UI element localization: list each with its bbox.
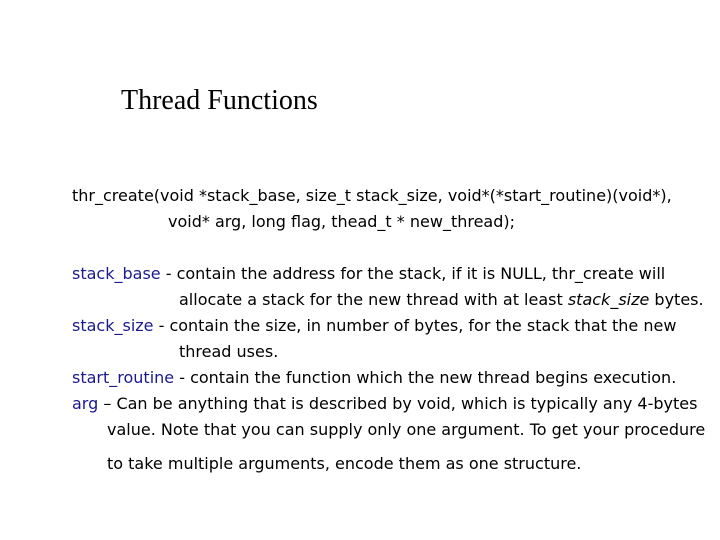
signature-line-2: void* arg, long flag, thead_t * new_thread);: [168, 212, 516, 231]
param-term: stack_base: [72, 264, 161, 283]
param-term: stack_size: [72, 316, 154, 335]
param-arg-cont-2: to take multiple arguments, encode them as one structure.: [107, 454, 582, 473]
signature-line-1: thr_create(void *stack_base, size_t stack_size, void*(*start_routine)(void*),: [72, 186, 672, 205]
param-emphasis: stack_size: [567, 290, 650, 309]
param-description: - contain the address for the stack, if it is NULL, thr_create will: [160, 264, 666, 283]
param-stack-size-cont: thread uses.: [179, 342, 279, 361]
param-description: allocate a stack for the new thread with at least: [179, 290, 568, 309]
param-stack-base-cont: [179, 290, 704, 310]
slide-title: Thread Functions: [121, 85, 318, 116]
param-term: start_routine: [72, 368, 175, 387]
param-stack-size: [72, 316, 676, 336]
param-description: bytes.: [649, 290, 704, 309]
param-arg: [72, 394, 697, 414]
param-stack-base: [72, 264, 665, 284]
param-description: – Can be anything that is described by void, which is typically any 4-bytes: [98, 394, 698, 413]
param-start-routine: [72, 368, 676, 388]
param-term: arg: [72, 394, 99, 413]
param-description: - contain the size, in number of bytes, for the stack that the new: [153, 316, 677, 335]
param-arg-cont-1: value. Note that you can supply only one argument. To get your procedure: [107, 420, 706, 439]
param-description: - contain the function which the new thread begins execution.: [174, 368, 677, 387]
